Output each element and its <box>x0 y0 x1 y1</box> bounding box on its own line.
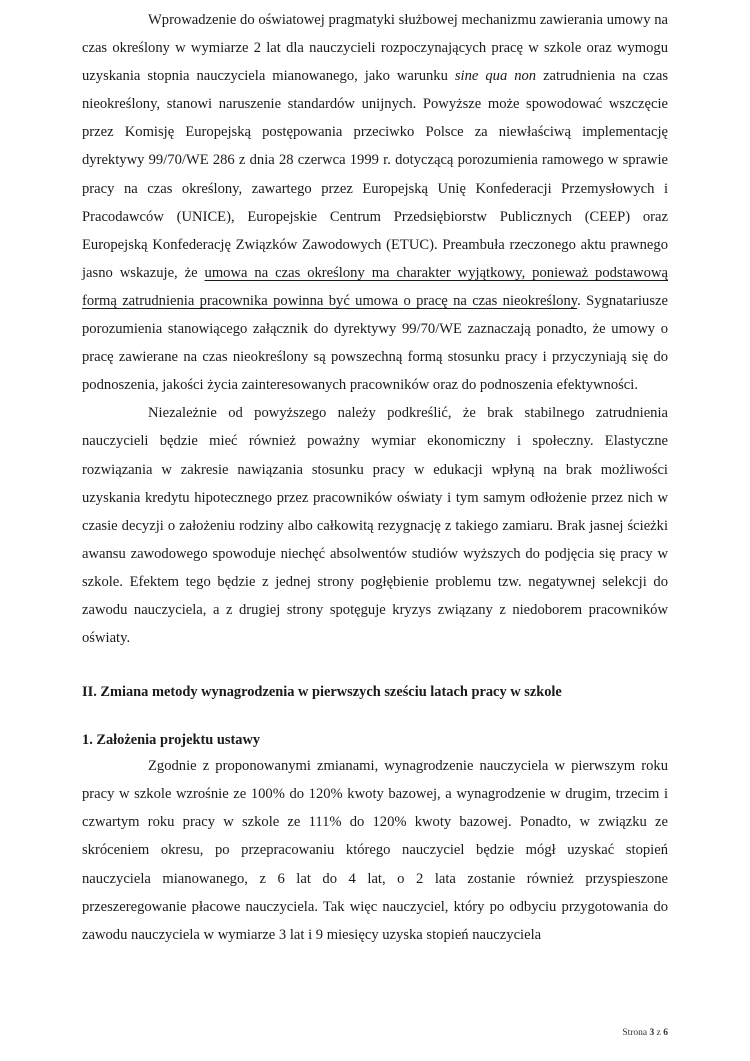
paragraph-text: zatrudnienia na czas nieokreślony, stanowi naruszenie standardów unijnych. Powyższe może spowodować wszczęcie przez Komisję Europejską postępowania przeciwko Polsce za niewłaściwą implementację dyrektywy 99/70/WE 286 z dnia 28 czerwca 1999 r. dotyczącą porozumienia ramowego w sprawie pracy na czas określony, zawartego przez Europejską Unię Konfederacji Przemysłowych i Pracodawców (UNICE), Europejskie Centrum Przedsiębiorstw Publicznych (CEEP) oraz Europejską Konfederację Związków Zawodowych (ETUC). Preambuła rzeczonego aktu prawnego jasno wskazuje, że <box>82 68 669 281</box>
footer-current-page: 3 <box>649 1028 655 1038</box>
footer-label: Strona <box>622 1028 648 1038</box>
underlined-quote: umowa na czas określony ma charakter wyjątkowy, ponieważ podstawową formą zatrudnienia pracownika powinna być umowa o pracę na czas nieokreślony <box>82 264 668 309</box>
paragraph-text: . Sygnatariusze porozumienia stanowiącego załącznik do dyrektywy 99/70/WE zaznaczają ponadto, że umowy o pracę zawierane na czas nieokreślony są powszechną formą stosunku pracy i przyczyniają się do podnoszenia, jakości życia zainteresowanych pracowników oraz do podnoszenia efektywności. <box>82 292 668 394</box>
footer-separator: z <box>656 1028 661 1038</box>
paragraph-text: Wprowadzenie do oświatowej pragmatyki służbowej mechanizmu zawierania umowy na czas określony w wymiarze 2 lat dla nauczycieli rozpoczynających pracę w szkole oraz wymogu uzyskania stopnia nauczyciela mianowanego, jako warunku <box>82 12 668 85</box>
paragraph-economic-impact: Niezależnie od powyższego należy podkreślić, że brak stabilnego zatrudnienia nauczycieli będzie mieć również poważny wymiar ekonomiczny i społeczny. Elastyczne rozwiązania w zakresie nawiązania stosunku pracy w edukacji wpłyną na brak możliwości uzyskania kredytu hipotecznego przez pracowników oświaty i tym samym odłożenie przez nich w czasie decyzji o założeniu rodziny albo całkowitą rezygnację z takiego zamiaru. Brak jasnej ścieżki awansu zawodowego spowoduje niechęć absolwentów studiów wyższych do podjęcia się pracy w szkole. Efektem tego będzie z jednej strony pogłębienie problemu tzw. negatywnej selekcji do zawodu nauczyciela, a z drugiej strony spotęguje kryzys związany z niedoborem pracowników oświaty. <box>82 405 668 647</box>
latin-phrase: sine qua non <box>454 68 537 85</box>
page-footer <box>622 1028 668 1038</box>
subsection-heading: 1. Założenia projektu ustawy <box>82 732 261 749</box>
paragraph-salary-changes: Zgodnie z proponowanymi zmianami, wynagrodzenie nauczyciela w pierwszym roku pracy w szkole wzrośnie ze 100% do 120% kwoty bazowej, a wynagrodzenie w drugim, trzecim i czwartym roku pracy w szkole ze 111% do 120% kwoty bazowej. Ponadto, w związku ze skróceniem okresu, po przepracowaniu którego nauczyciel będzie mógł uzyskać stopień nauczyciela mianowanego, z 6 lat do 4 lat, o 2 lata zostanie również przyspieszone przeszeregowanie płacowe nauczyciela. Tak więc nauczyciel, który po odbyciu przygotowania do zawodu nauczyciela w wymiarze 3 lat i 9 miesięcy uzyska stopień nauczyciela <box>82 758 668 943</box>
paragraph-directive <box>82 6 668 399</box>
document-page <box>82 6 668 949</box>
footer-total-pages: 6 <box>663 1028 668 1038</box>
section-heading: II. Zmiana metody wynagrodzenia w pierwszych sześciu latach pracy w szkole <box>82 684 562 701</box>
